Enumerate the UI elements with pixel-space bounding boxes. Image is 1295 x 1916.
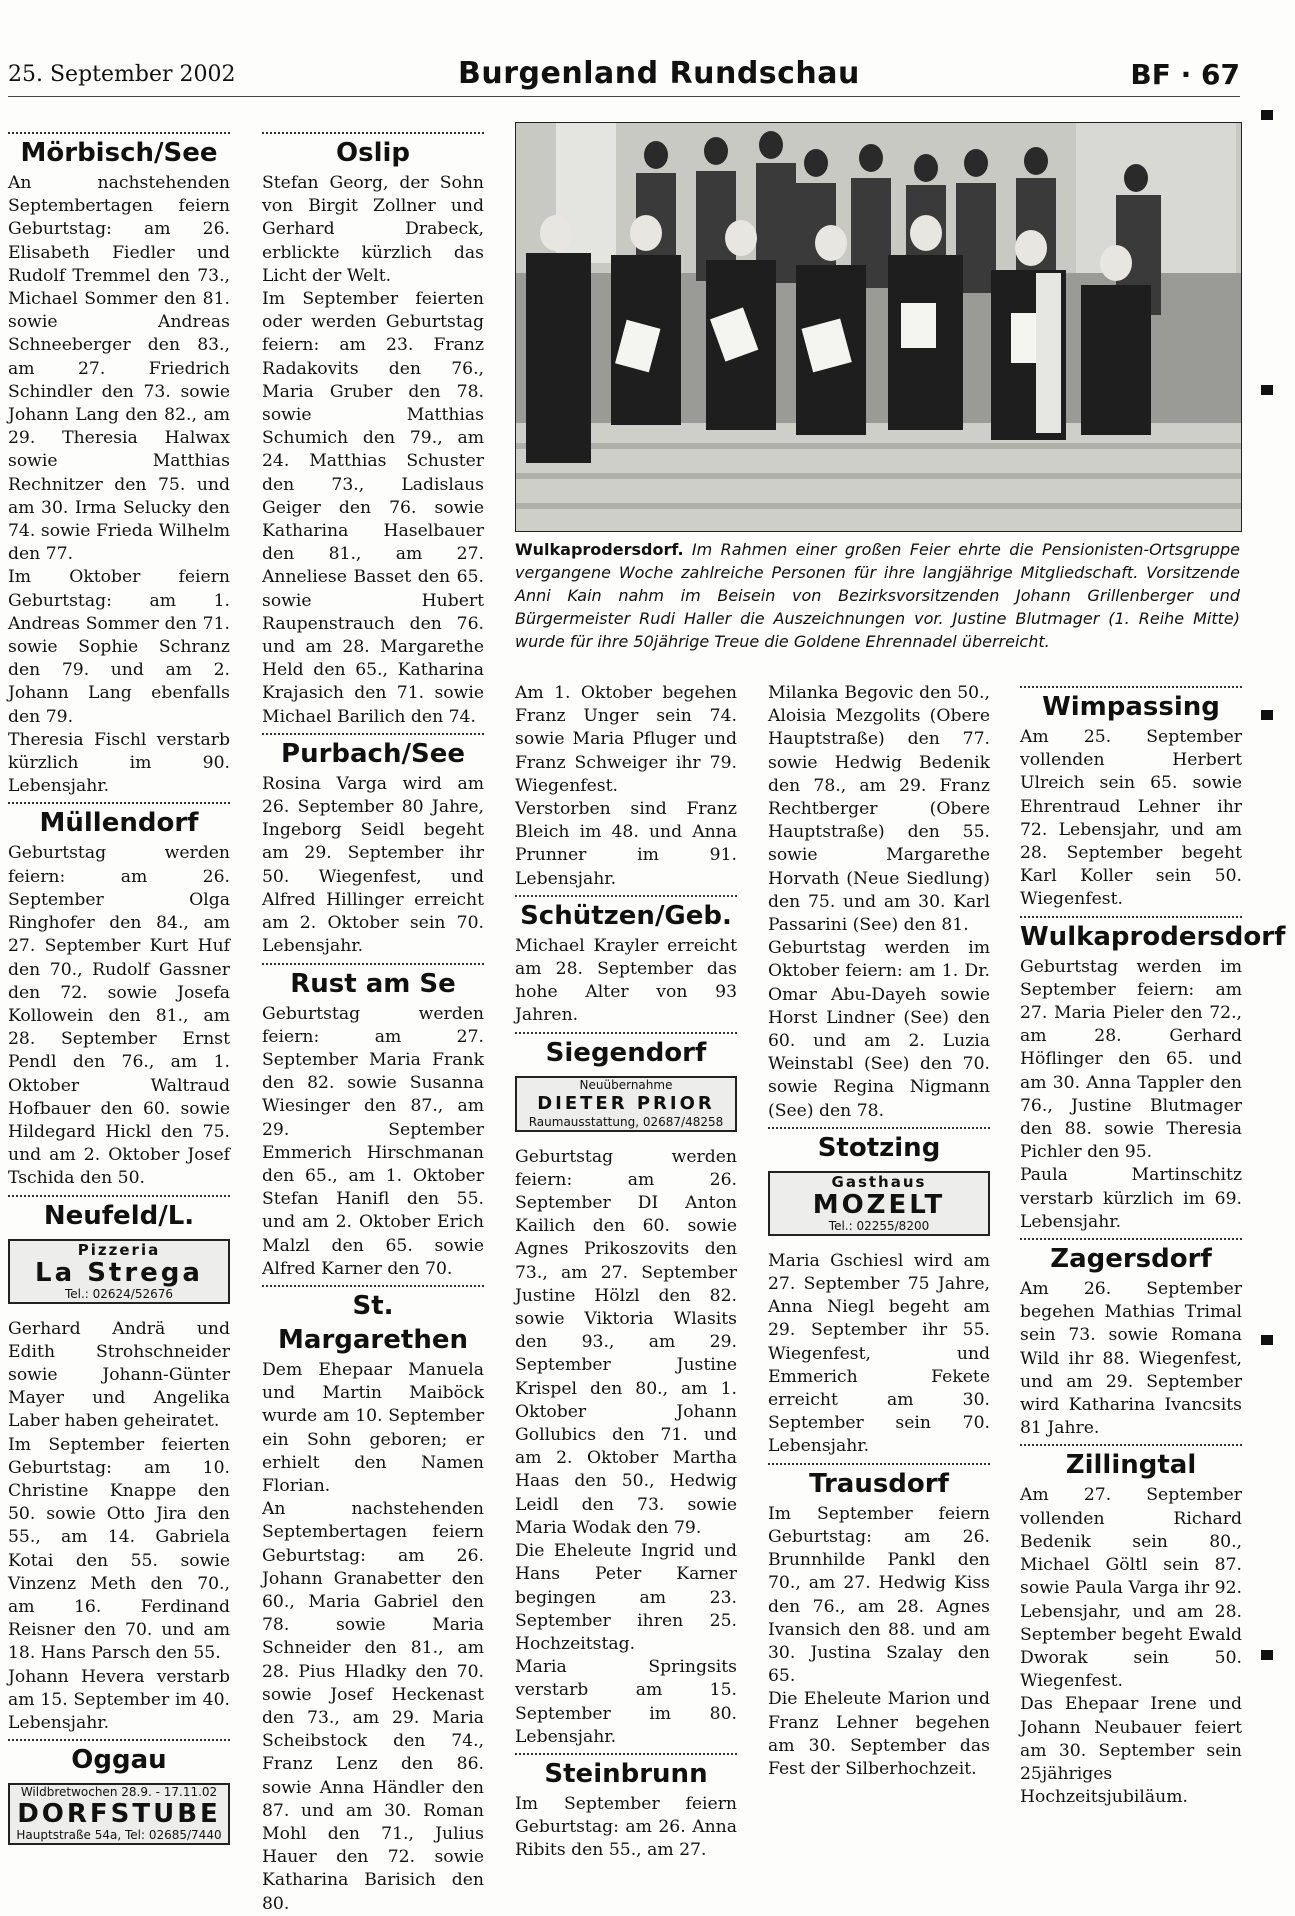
ad-line: Wildbretwochen 28.9. - 17.11.02 (20, 1785, 218, 1800)
section-siegendorf (515, 1032, 737, 1749)
paragraph: Maria Gschiesl wird am 27. September 75 Jahre, Anna Niegl begeht am 29. September ihr 55. Wiegenfest, und Emmerich Fekete erreicht am 30. September sein 70. Lebensjahr. (768, 1250, 990, 1457)
ad-name: DIETER PRIOR (537, 1092, 715, 1114)
paragraph: Die Eheleute Ingrid und Hans Peter Karner begingen am 23. September ihren 25. Hochzeitstag. (515, 1541, 737, 1654)
paragraph: Dem Ehepaar Manuela und Martin Maiböck wurde am 10. September ein Sohn geboren; er erhielt den Namen Florian. (262, 1359, 484, 1496)
advertisement-gasthaus-mozelt (768, 1171, 990, 1236)
ad-line: Neuübernahme (579, 1077, 673, 1092)
section-title: Steinbrunn (544, 1758, 708, 1789)
section-moerbisch (8, 132, 230, 798)
margin-mark (1261, 385, 1273, 395)
section-wulkaprodersdorf (1020, 916, 1286, 1234)
ad-name: MOZELT (812, 1189, 946, 1220)
section-title: Oslip (335, 138, 410, 168)
paragraph: Paula Martinschitz verstarb kürzlich im 69. Lebensjahr. (1020, 1165, 1242, 1232)
paragraph: Geburtstag werden feiern: am 26. September Olga Ringhofer den 84., am 27. September Kurt Huf den 70., Rudolf Gassner den 72. sowie Josefa Kollowein den 81., am 28. September Ernst Pendl den 76., am 1. Oktober Waltraud Hofbauer den 60. sowie Hildegard Hickl den 75. und am 2. Oktober Josef Tschida den 50. (8, 843, 230, 1189)
paragraph: Geburtstag werden feiern: am 27. September Maria Frank den 82. sowie Susanna Wiesinger den 87., am 29. September Emmerich Hirschmanan den 65., am 1. Oktober Stefan Hanifl den 55. und am 2. Oktober Erich Malzl den 65. sowie Alfred Karner den 70. (262, 1003, 484, 1279)
section-title: Oggau (71, 1745, 167, 1776)
paragraph: Geburtstag werden im September feiern: am 27. Maria Pieler den 72., am 28. Gerhard Höflinger den 65. und am 30. Anna Tappler den 76., Justine Blutmager den 88. sowie Theresia Pichler den 95. (1020, 956, 1242, 1163)
paragraph: Das Ehepaar Irene und Johann Neubauer feiert am 30. September sein 25jähriges Hochzeitsjubiläum. (1020, 1694, 1242, 1808)
group-photo (515, 122, 1242, 532)
margin-mark (1261, 110, 1273, 120)
paragraph: Am 27. September vollenden Richard Bedenik sein 80., Michael Göltl sein 87. sowie Paula Varga ihr 92. Lebensjahr, und am 28. September begeht Ewald Dworak sein 50. Wiegenfest. (1020, 1485, 1242, 1692)
section-trausdorf (768, 1463, 990, 1781)
column-5 (1020, 682, 1286, 1809)
section-zagersdorf (1020, 1238, 1242, 1440)
section-purbach (262, 733, 484, 959)
caption-text: Im Rahmen einer großen Feier ehrte die Pensionisten-Ortsgruppe vergangene Woche zahlreiche Personen für ihre langjährige Mitgliedschaft. Vorsitzende Anni Kain nahm im Beisein von Bezirksvorsitzenden Johann Grillenberger und Bürgermeister Rudi Haller die Auszeichnungen vor. Justine Blutmager (1. Reihe Mitte) wurde für ihre 50jährige Treue die Goldene Ehrennadel überreicht. (515, 540, 1240, 651)
paragraph: Gerhard Andrä und Edith Strohschneider sowie Johann-Günter Mayer und Angelika Laber haben geheiratet. (8, 1318, 230, 1432)
paragraph: Michael Krayler erreicht am 28. September das hohe Alter von 93 Jahren. (515, 935, 737, 1026)
paragraph: Johann Hevera verstarb am 15. September im 40. Lebensjahr. (8, 1666, 230, 1733)
section-title: Mörbisch/See (20, 138, 218, 168)
section-oggau (8, 1739, 230, 1845)
section-title: Neufeld/L. (43, 1200, 195, 1231)
paragraph: Rosina Varga wird am 26. September 80 Jahre, Ingeborg Seidl begeht am 29. September ihr 50. Wiegenfest, und Alfred Hillinger erreicht am 2. Oktober sein 70. Lebensjahr. (262, 773, 484, 957)
paragraph: Geburtstag werden im Oktober feiern: am 1. Dr. Omar Abu-Dayeh sowie Horst Lindner (See) den 60. und am 2. Luzia Weinstabl (See) den 70. sowie Regina Nigmann (See) den 78. (768, 938, 990, 1121)
paragraph: Im Oktober feiern Geburtstag: am 1. Andreas Sommer den 71. sowie Sophie Schranz den 79. und am 2. Johann Lang ebenfalls den 79. (8, 567, 230, 727)
section-title: Schützen/Geb. (520, 900, 732, 931)
paragraph: Im September feiern Geburtstag: am 26. Brunnhilde Pankl den 70., am 27. Hedwig Kiss den 76., am 28. Agnes Ivansich den 88. und am 30. Justina Szalay den 65. (768, 1503, 990, 1687)
section-muellendorf (8, 802, 230, 1190)
paragraph: An nachstehenden Septembertagen feiern Geburtstag: am 26. Elisabeth Fiedler und Rudolf Tremmel den 73., Michael Sommer den 81. sowie Andreas Schneeberger den 83., am 27. Friedrich Schindler den 73. sowie Johann Lang den 82., am 29. Theresia Halwax sowie Matthias Rechnitzer den 75. und am 30. Irma Selucky den 74. sowie Frieda Wilhelm den 77. (8, 173, 230, 565)
section-rust (262, 963, 484, 1281)
paragraph: An nachstehenden Septembertagen feiern Geburtstag: am 26. Johann Granabetter den 60., Maria Gabriel den 78. sowie Maria Schneider den 81., am 28. Pius Hladky den 70. sowie Josef Heckenast den 73., am 29. Maria Scheibstock den 74., Franz Lenz den 86. sowie Anna Händler den 87. und am 30. Roman Mohl den 71., Julius Hauer den 72. sowie Katharina Barisich den 80. (262, 1499, 484, 1914)
ad-contact: Raumausstattung, 02687/48258 (528, 1114, 724, 1129)
section-title: Rust am Se (290, 968, 456, 999)
section-st-margarethen (262, 1285, 484, 1916)
ad-line: Gasthaus (831, 1172, 927, 1191)
paragraph: Am 25. September vollenden Herbert Ulreich sein 65. sowie Ehrentraud Lehner ihr 72. Lebensjahr, und am 28. September begeht Karl Koller sein 50. Wiegenfest. (1020, 727, 1242, 910)
paragraph: Maria Springsits verstarb am 15. September im 80. Lebensjahr. (515, 1657, 737, 1747)
section-title: Wulkaprodersdorf (1020, 921, 1286, 952)
ad-contact: Tel.: 02624/52676 (64, 1286, 174, 1301)
ad-line: Pizzeria (77, 1240, 161, 1259)
advertisement-dorfstube (8, 1783, 230, 1845)
section-stotzing (768, 1127, 990, 1459)
issue-date: 25. September 2002 (8, 62, 236, 87)
ad-name: DORFSTUBE (17, 1799, 221, 1830)
group-photo-image (516, 123, 1241, 531)
column-4 (768, 682, 990, 1781)
paragraph: Im September feiern Geburtstag: am 26. Anna Ribits den 55., am 27. (515, 1793, 737, 1861)
section-title: Wimpassing (1042, 692, 1220, 722)
paragraph: Am 26. September begehen Mathias Trimal sein 73. sowie Romana Wild ihr 88. Wiegenfest, und am 29. September wird Katharina Ivancsits 81 Jahre. (1020, 1279, 1242, 1439)
advertisement-pizzeria (8, 1239, 230, 1304)
section-schuetzen (515, 895, 737, 1028)
section-wimpassing (1020, 686, 1242, 912)
section-oslip (262, 132, 484, 729)
section-title: Trausdorf (809, 1468, 949, 1499)
paragraph: Stefan Georg, der Sohn von Birgit Zollner und Gerhard Drabeck, erblickte kürzlich das Licht der Welt. (262, 173, 484, 286)
section-title: Siegendorf (545, 1037, 707, 1068)
paragraph: Im September feierten Geburtstag: am 10. Christine Knappe den 50. sowie Otto Jira den 55., am 14. Gabriela Kotai den 55. sowie Vinzenz Meth den 70., am 16. Ferdinand Reisner den 70. und am 18. Hans Parsch den 55. (8, 1434, 230, 1664)
margin-mark (1261, 1650, 1273, 1660)
ad-name: La Strega (35, 1257, 203, 1288)
page-number: BF · 67 (1130, 58, 1240, 91)
section-steinbrunn (515, 1753, 737, 1863)
section-title: Zagersdorf (1050, 1244, 1212, 1275)
column-1 (8, 128, 230, 1859)
section-title: Müllendorf (39, 808, 199, 839)
ad-contact: Tel.: 02255/8200 (828, 1218, 930, 1233)
section-title: Purbach/See (281, 738, 465, 769)
caption-place: Wulkaprodersdorf. (515, 540, 684, 559)
ad-contact: Hauptstraße 54a, Tel: 02685/7440 (16, 1828, 222, 1843)
paragraph: Milanka Begovic den 50., Aloisia Mezgolits (Obere Hauptstraße) den 77. sowie Hedwig Bedenik den 78., am 29. Franz Rechtberger (Obere Hauptstraße) den 55. sowie Margarethe Horvath (Neue Siedlung) den 75. und am 30. Karl Passarini (See) den 81. (768, 683, 990, 936)
paragraph: Die Eheleute Marion und Franz Lehner begehen am 30. September das Fest der Silberhochzeit. (768, 1689, 990, 1779)
photo-caption (515, 538, 1240, 653)
column-3 (515, 682, 737, 1863)
paragraph: Am 1. Oktober begehen Franz Unger sein 74. sowie Maria Pfluger und Franz Schweiger ihr 79. Wiegenfest. (515, 683, 737, 796)
section-title: St. Margarethen (278, 1290, 468, 1355)
advertisement-dieter-prior (515, 1076, 737, 1132)
paragraph: Theresia Fischl verstarb kürzlich im 90. Lebensjahr. (8, 729, 230, 797)
paragraph: Geburtstag werden feiern: am 26. September DI Anton Kailich den 60. sowie Agnes Prikoszovits den 73., am 27. September Justine Hölzl den 82. sowie Viktoria Wlasits den 93., am 29. September Justine Krispel den 80., am 1. Oktober Johann Gollubics den 71. und am 2. Oktober Martha Haas den 50., Hedwig Leidl den 73. sowie Maria Wodak den 79. (515, 1146, 737, 1538)
margin-mark (1261, 1335, 1273, 1345)
section-title: Zillingtal (1065, 1450, 1197, 1481)
section-zillingtal (1020, 1444, 1242, 1809)
page-header (8, 52, 1240, 97)
margin-mark (1261, 710, 1273, 720)
column-2 (262, 128, 484, 1916)
section-title: Stotzing (817, 1132, 941, 1163)
paragraph: Verstorben sind Franz Bleich im 48. und Anna Prunner im 91. Lebensjahr. (515, 799, 737, 889)
newspaper-title: Burgenland Rundschau (458, 56, 860, 91)
section-neufeld (8, 1195, 230, 1736)
paragraph: Im September feierten oder werden Geburtstag feiern: am 23. Franz Radakovits den 76., Maria Gruber den 78. sowie Matthias Schumich den 79., am 24. Matthias Schuster den 73., Ladislaus Geiger den 76. sowie Katharina Haselbauer den 81., am 27. Anneliese Basset den 65. sowie Hubert Raupenstrauch den 76. und am 28. Margarethe Held den 65., Katharina Krajasich den 71. sowie Michael Barilich den 74. (262, 289, 484, 727)
